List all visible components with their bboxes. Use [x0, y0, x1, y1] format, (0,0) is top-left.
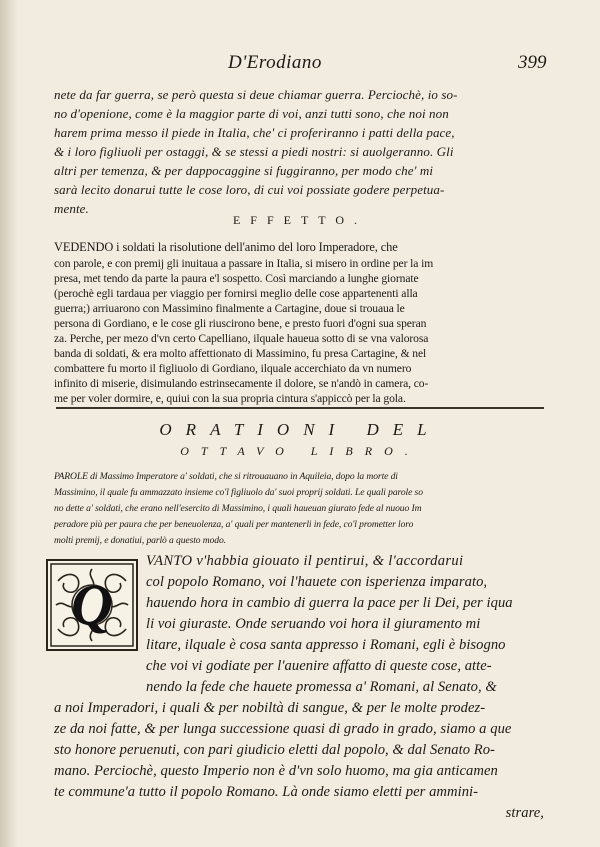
effect-line: za. Perche, per mezo d'vn certo Capelliano, ilquale haueua sotto di se vna valorosa — [54, 332, 429, 345]
oration-line: litare, ilquale è cosa santa appresso i Romani, egli è bisogno — [146, 637, 506, 653]
oration-heading-line-2: OTTAVO LIBRO. — [180, 444, 420, 458]
effect-line: me per voler dormire, e, quiui con la sua propria cintura s'appiccò per la gola. — [54, 392, 406, 405]
oration-line: mano. Perciochè, questo Imperio non è d'vn solo huomo, ma gia anticamen — [54, 763, 498, 779]
oration-line: che voi vi godiate per l'auenire affatto di queste cose, atte- — [146, 658, 492, 674]
effect-line: guerra;) arriuarono con Massimino finalmente a Cartagine, doue si trouaua le — [54, 302, 405, 315]
oration-line: VANTO v'habbia giouato il pentirui, & l'accordarui — [146, 553, 464, 569]
effect-line: infinito di miserie, disimulando estrinsecamente il dolore, se n'andò in camera, co- — [54, 377, 429, 390]
oration-heading-line-1: ORATIONI DEL — [159, 420, 441, 439]
oration-line: li voi giuraste. Onde seruando voi hora il giuramento mi — [146, 616, 481, 632]
speech-line: altri per temenza, & per dappocaggine si fuggiranno, per modo che' mi — [54, 163, 434, 178]
argument-line: Massimino, il quale fu ammazzato insieme co'l figliuolo da' suoi proprij soldati. Le quali parole so — [54, 487, 423, 498]
page-number: 399 — [518, 52, 547, 73]
argument-line: PAROLE di Massimo Imperatore a' soldati, che si ritrouauano in Aquileia, dopo la morte di — [54, 471, 398, 482]
oration-line: nendo la fede che hauete promessa a' Romani, al Senato, & — [146, 679, 497, 695]
speech-line: no d'openione, come è la maggior parte di voi, anzi tutti sono, che noi non — [54, 106, 449, 121]
oration-line: te commune'a tutto il popolo Romano. Là onde siamo eletti per ammini- — [54, 784, 479, 800]
speech-line: sarà lecito donarui tutte le cose loro, di cui voi possiate godere perpetua- — [54, 182, 445, 197]
decorated-initial — [46, 559, 138, 651]
effect-line: banda di soldati, & era molto affettionato di Massimino, fu presa Cartagine, & nel — [54, 347, 427, 360]
dropcap-letter: Q — [71, 572, 113, 637]
effect-line: combattere fu morto il figliuolo di Gordiano, ilquale accerchiato da vn numero — [54, 362, 412, 375]
effect-line: persona di Gordiano, e le cose gli riuscirono bene, e presto fuori d'ogni sua speran — [54, 317, 427, 330]
section-divider-rule — [56, 407, 544, 409]
speech-line: & i loro figliuoli per ostaggi, & se stessi a piedi nostri: si auolgeranno. Gli — [54, 144, 454, 159]
effect-line: VEDENDO i soldati la risolutione dell'animo del loro Imperadore, che — [54, 240, 398, 254]
oration-line: a noi Imperadori, i quali & per nobiltà di sangue, & per le molte prodez- — [54, 700, 486, 716]
argument-line: molti premij, e donatiui, parlò a questo modo. — [54, 535, 226, 546]
oration-line: hauendo hora in cambio di guerra la pace per li Dei, per iqua — [146, 595, 513, 611]
running-title: D'Erodiano — [228, 52, 322, 73]
speech-line: nete da far guerra, se però questa si deue chiamar guerra. Perciochè, io so- — [54, 87, 458, 102]
argument-line: peradore più per paura che per beneuolenza, a' quali per mantenerli in fede, co'l prometter loro — [54, 519, 414, 530]
effect-line: con parole, e con premij gli inuitaua a passare in Italia, si misero in ordine per la im — [54, 257, 434, 270]
argument-line: no dette a' soldati, che erano nell'esercito di Massimino, i quali haueuan giurato fede al nuouo Im — [54, 503, 422, 514]
catchword: strare, — [505, 805, 544, 821]
oration-line: col popolo Romano, voi l'hauete con isperienza imparato, — [146, 574, 488, 590]
page-header — [0, 52, 600, 76]
effect-line: presa, met tendo da parte la paura e'l sospetto. Così marciando a lunghe giornate — [54, 272, 419, 285]
effect-heading: EFFETTO. — [232, 213, 368, 227]
speech-line: harem prima messo il piede in Italia, che' ci proferiranno i patti della pace, — [54, 125, 455, 140]
oration-line: ze da noi fatte, & per lunga successione quasi di grado in grado, siamo a que — [54, 721, 512, 737]
speech-line: mente. — [54, 201, 89, 216]
effect-line: (perochè egli tardaua per viaggio per fornirsi meglio delle cose appartenenti alla — [54, 287, 418, 300]
oration-line: sto honore peruenuti, con pari giudicio eletti dal popolo, & dal Senato Ro- — [54, 742, 495, 758]
